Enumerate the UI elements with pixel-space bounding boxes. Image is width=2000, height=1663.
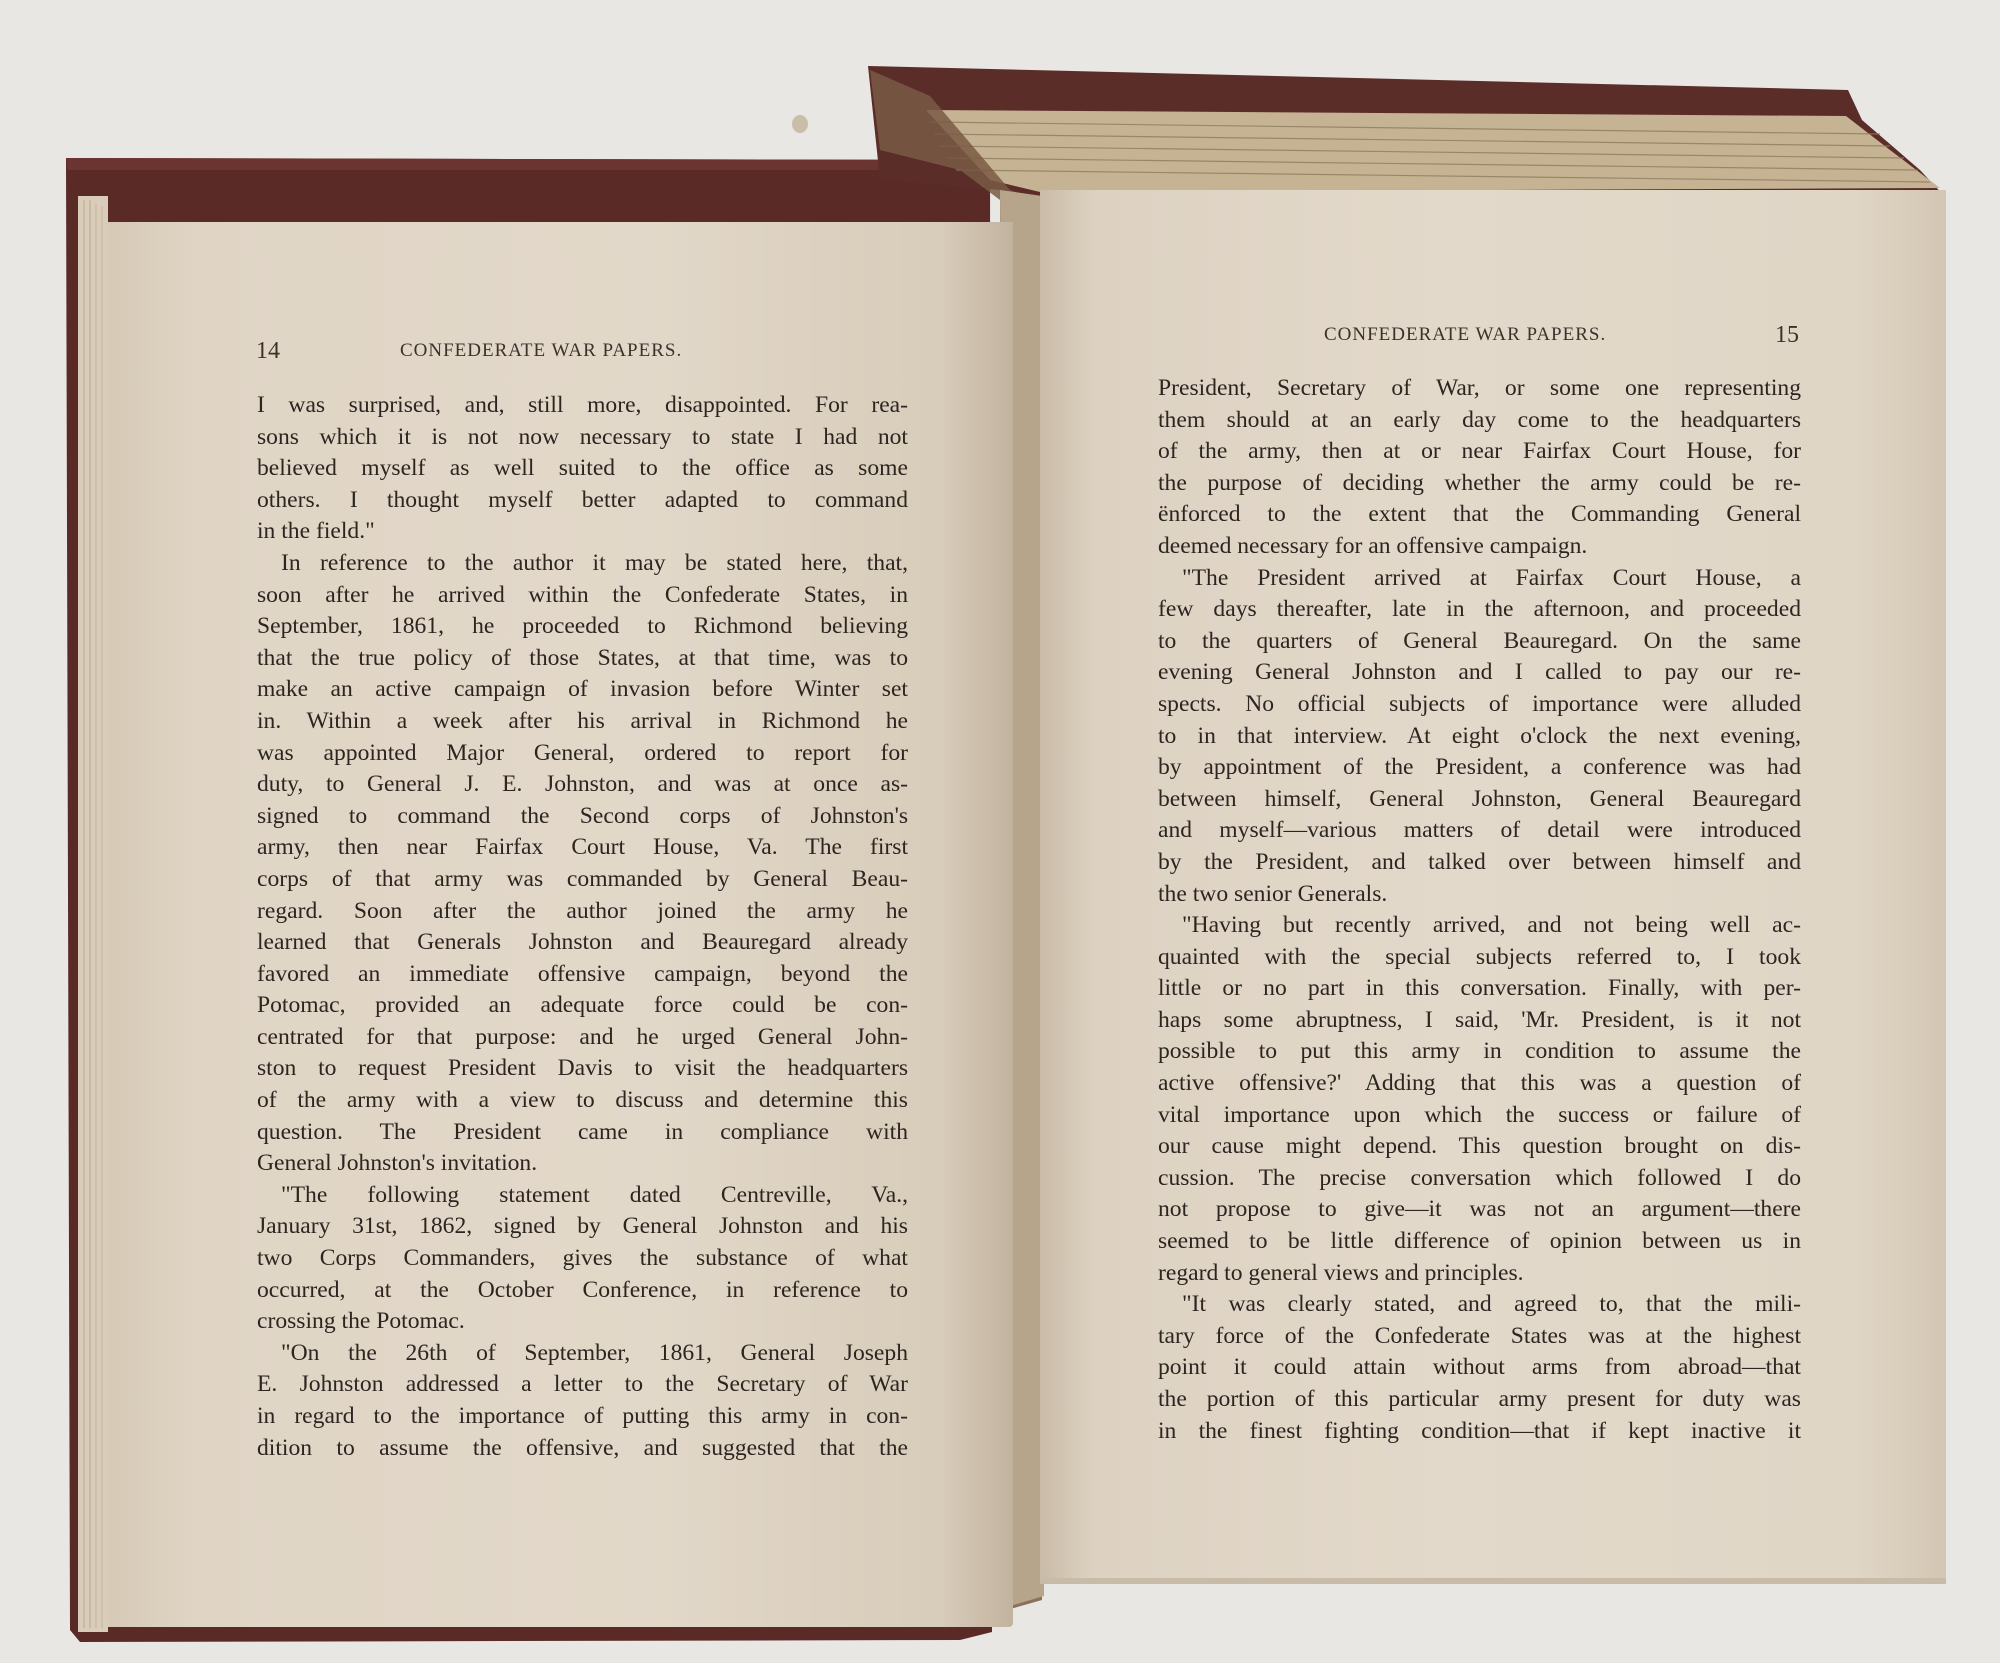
page-number: 15	[1775, 322, 1799, 348]
text-line: "It was clearly stated, and agreed to, that the mili-	[1182, 1291, 1801, 1318]
running-head: CONFEDERATE WAR PAPERS.	[1324, 324, 1607, 345]
text-line: to in that interview. At eight o'clock the next evening,	[1158, 722, 1801, 749]
text-line: make an active campaign of invasion before Winter set	[257, 676, 908, 703]
text-line: In reference to the author it may be stated here, that,	[281, 549, 908, 576]
text-line: believed myself as well suited to the office as some	[257, 455, 908, 482]
text-line: signed to command the Second corps of Johnston's	[257, 802, 908, 829]
text-line: haps some abruptness, I said, 'Mr. President, is it not	[1158, 1006, 1801, 1033]
text-line: quainted with the special subjects referred to, I took	[1158, 943, 1801, 970]
text-line: tary force of the Confederate States was at the highest	[1158, 1322, 1801, 1349]
body-text	[1158, 373, 1801, 1447]
text-line: the purpose of deciding whether the army could be re-	[1158, 469, 1801, 496]
text-line: "Having but recently arrived, and not being well ac-	[1182, 912, 1801, 939]
text-line: not propose to give—it was not an argument—there	[1158, 1196, 1801, 1223]
text-line: vital importance upon which the success or failure of	[1158, 1101, 1801, 1128]
text-line: regard to general views and principles.	[1158, 1259, 1524, 1286]
text-line: favored an immediate offensive campaign, beyond the	[257, 960, 908, 987]
text-line: in the field."	[257, 518, 375, 545]
text-line: two Corps Commanders, gives the substance of what	[257, 1245, 908, 1272]
left-page	[108, 222, 1013, 1627]
text-line: "On the 26th of September, 1861, General Joseph	[281, 1339, 908, 1366]
text-line: deemed necessary for an offensive campaign.	[1158, 532, 1588, 559]
text-line: duty, to General J. E. Johnston, and was at once as-	[257, 771, 908, 798]
text-line: learned that Generals Johnston and Beauregard already	[257, 929, 908, 956]
text-line: by appointment of the President, a conference was had	[1158, 754, 1801, 781]
text-line: General Johnston's invitation.	[257, 1150, 538, 1177]
text-line: I was surprised, and, still more, disappointed. For rea-	[257, 392, 908, 418]
text-line: crossing the Potomac.	[257, 1308, 465, 1335]
right-page	[1040, 190, 1946, 1578]
text-line: sons which it is not now necessary to state I had not	[257, 423, 908, 450]
text-line: possible to put this army in condition to assume the	[1158, 1038, 1801, 1065]
text-line: in. Within a week after his arrival in Richmond he	[257, 707, 908, 734]
text-line: spects. No official subjects of importance were alluded	[1158, 690, 1801, 717]
text-line: seemed to be little difference of opinion between us in	[1158, 1228, 1801, 1255]
text-line: in regard to the importance of putting this army in con-	[257, 1403, 908, 1429]
page-number: 14	[256, 338, 280, 364]
text-line: and myself—various matters of detail were introduced	[1158, 817, 1801, 844]
text-line: cussion. The precise conversation which followed I do	[1158, 1164, 1801, 1191]
text-line: little or no part in this conversation. Finally, with per-	[1158, 975, 1801, 1002]
body-text	[257, 390, 908, 1464]
text-line: ënforced to the extent that the Commanding General	[1158, 501, 1801, 528]
text-line: occurred, at the October Conference, in reference to	[257, 1276, 908, 1303]
text-line: army, then near Fairfax Court House, Va. The first	[257, 834, 908, 861]
text-line: E. Johnston addressed a letter to the Secretary of War	[257, 1371, 908, 1398]
text-line: that the true policy of those States, at that time, was to	[257, 644, 908, 671]
text-line: active offensive?' Adding that this was a question of	[1158, 1070, 1801, 1097]
text-line: of the army with a view to discuss and determine this	[257, 1087, 908, 1114]
text-line: corps of that army was commanded by General Beau-	[257, 865, 908, 892]
text-line: point it could attain without arms from abroad—that	[1158, 1354, 1801, 1381]
text-line: regard. Soon after the author joined the army he	[257, 897, 908, 924]
text-line: was appointed Major General, ordered to report for	[257, 739, 908, 766]
text-line: soon after he arrived within the Confederate States, in	[257, 581, 908, 608]
text-line: September, 1861, he proceeded to Richmond believing	[257, 613, 908, 640]
text-line: of the army, then at or near Fairfax Court House, for	[1158, 438, 1801, 465]
text-line: dition to assume the offensive, and suggested that the	[257, 1434, 908, 1461]
text-line: evening General Johnston and I called to pay our re-	[1158, 659, 1801, 686]
text-line: our cause might depend. This question brought on dis-	[1158, 1133, 1801, 1160]
text-line: in the finest fighting condition—that if kept inactive it	[1158, 1417, 1801, 1444]
text-line: Potomac, provided an adequate force could be con-	[257, 992, 908, 1019]
running-head: CONFEDERATE WAR PAPERS.	[400, 340, 683, 361]
text-line: others. I thought myself better adapted to command	[257, 486, 908, 513]
text-line: the two senior Generals.	[1158, 880, 1388, 907]
text-line: centrated for that purpose: and he urged General John-	[257, 1023, 908, 1050]
text-line: ston to request President Davis to visit the headquarters	[257, 1055, 908, 1082]
text-line: "The following statement dated Centreville, Va.,	[281, 1181, 908, 1208]
text-line: by the President, and talked over between himself and	[1158, 848, 1801, 875]
text-line: between himself, General Johnston, General Beauregard	[1158, 785, 1801, 812]
text-line: "The President arrived at Fairfax Court House, a	[1182, 564, 1801, 591]
text-line: President, Secretary of War, or some one representing	[1158, 375, 1801, 401]
text-line: question. The President came in compliance with	[257, 1118, 908, 1145]
text-line: the portion of this particular army present for duty was	[1158, 1386, 1801, 1412]
text-line: to the quarters of General Beauregard. On the same	[1158, 627, 1801, 654]
text-line: them should at an early day come to the headquarters	[1158, 406, 1801, 433]
text-line: few days thereafter, late in the afternoon, and proceeded	[1158, 596, 1801, 623]
text-line: January 31st, 1862, signed by General Johnston and his	[257, 1213, 908, 1240]
